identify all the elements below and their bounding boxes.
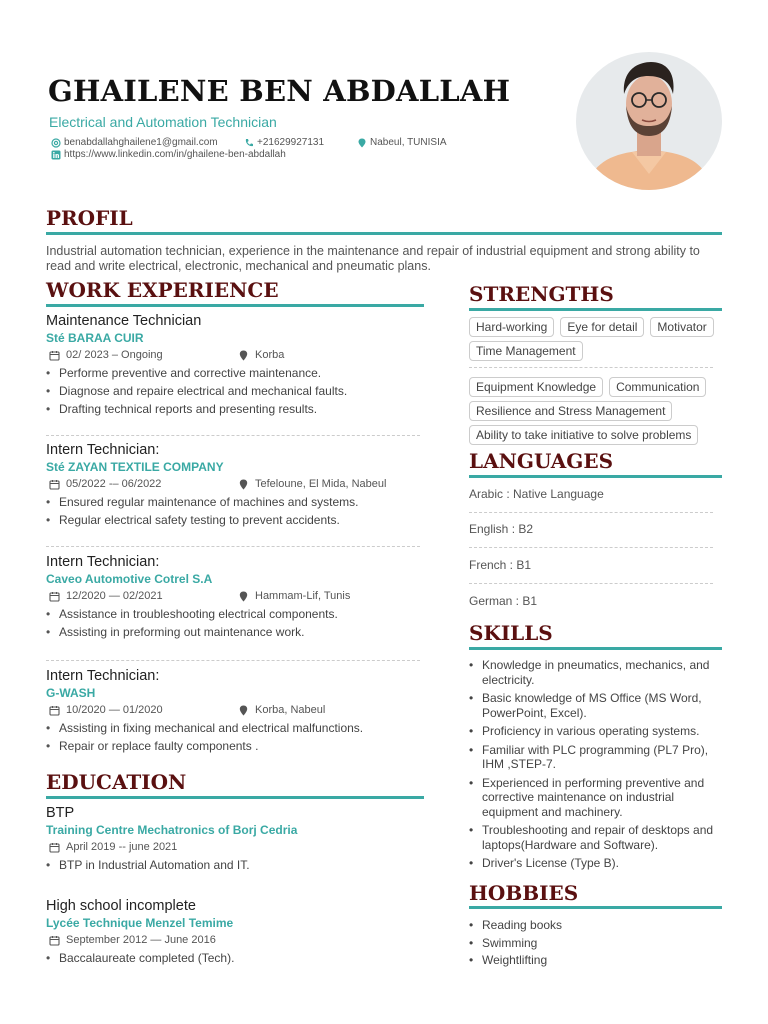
map-pin-icon <box>238 705 249 716</box>
location-text: Nabeul, TUNISIA <box>370 137 447 148</box>
calendar-icon <box>49 935 60 946</box>
job-location <box>238 349 284 361</box>
email-text: benabdallahghailene1@gmail.com <box>64 137 218 148</box>
strengths-rule <box>469 308 722 311</box>
hobbies-rule <box>469 906 722 909</box>
job-meta <box>46 346 426 364</box>
job-location-text: Hammam-Lif, Tunis <box>255 590 351 602</box>
list-item: • Knowledge in pneumatics, mechanics, and electricity. <box>469 658 724 687</box>
calendar-icon <box>49 350 60 361</box>
company-name: Caveo Automotive Cotrel S.A <box>46 572 213 586</box>
strength-tag: Equipment Knowledge <box>469 377 603 397</box>
strength-tag: Ability to take initiative to solve problems <box>469 425 698 445</box>
education-meta <box>46 838 426 856</box>
job-title: Maintenance Technician <box>46 313 202 329</box>
list-item: • Drafting technical reports and presenting results. <box>46 400 426 418</box>
strength-tags-group <box>469 377 729 445</box>
work-heading: WORK EXPERIENCE <box>46 278 279 302</box>
strength-tags-group <box>469 317 729 361</box>
hobbies-heading: HOBBIES <box>469 881 579 905</box>
company-name: Sté ZAYAN TEXTILE COMPANY <box>46 460 224 474</box>
phone-icon <box>244 138 254 148</box>
map-pin-icon <box>357 138 367 148</box>
phone-text: +21629927131 <box>257 137 325 148</box>
company-name: G-WASH <box>46 686 96 700</box>
job-date <box>46 349 238 361</box>
education-bullets <box>46 856 426 874</box>
education-date-text: April 2019 -- june 2021 <box>66 841 178 853</box>
list-item: • Repair or replace faulty components . <box>46 737 426 755</box>
job-entry <box>46 313 426 418</box>
list-item: • Assisting in fixing mechanical and electrical malfunctions. <box>46 719 426 737</box>
divider <box>469 367 713 368</box>
list-item: • Driver's License (Type B). <box>469 856 724 871</box>
education-entry <box>46 805 426 874</box>
job-entry <box>46 442 426 529</box>
strength-tag: Motivator <box>650 317 713 337</box>
job-title: Intern Technician: <box>46 668 160 684</box>
job-date-text: 05/2022 -– 06/2022 <box>66 478 162 490</box>
list-item: • Experienced in performing preventive and corrective maintenance on industrial equipment and machinery. <box>469 776 724 820</box>
job-location-text: Tefeloune, El Mida, Nabeul <box>255 478 387 490</box>
divider <box>46 660 420 661</box>
job-date-text: 02/ 2023 – Ongoing <box>66 349 163 361</box>
list-item: • Weightlifting <box>469 953 724 968</box>
education-date <box>46 934 238 946</box>
job-title: Intern Technician: <box>46 442 160 458</box>
list-item: • Proficiency in various operating systems. <box>469 724 724 739</box>
list-item: • Swimming <box>469 936 724 951</box>
languages-heading: LANGUAGES <box>469 449 614 473</box>
list-item: • Regular electrical safety testing to prevent accidents. <box>46 511 426 529</box>
list-item: • Troubleshooting and repair of desktops and laptops(Hardware and Software). <box>469 823 724 852</box>
strength-tag: Time Management <box>469 341 583 361</box>
list-item: • Baccalaureate completed (Tech). <box>46 949 426 967</box>
map-pin-icon <box>238 350 249 361</box>
work-rule <box>46 304 424 307</box>
list-item: • Familiar with PLC programming (PL7 Pro), IHM ,STEP-7. <box>469 743 724 772</box>
job-date-text: 10/2020 — 01/2020 <box>66 704 163 716</box>
degree-title: High school incomplete <box>46 898 196 914</box>
location-contact <box>357 137 447 148</box>
languages-rule <box>469 475 722 478</box>
education-date <box>46 841 238 853</box>
linkedin-icon <box>51 150 61 160</box>
list-item: • Diagnose and repaire electrical and mechanical faults. <box>46 382 426 400</box>
job-location <box>238 590 350 602</box>
job-location <box>238 704 325 716</box>
education-heading: EDUCATION <box>46 770 187 794</box>
job-bullets <box>46 493 426 529</box>
divider <box>469 583 713 584</box>
profile-rule <box>46 232 722 235</box>
job-date <box>46 590 238 602</box>
divider <box>46 546 420 547</box>
candidate-name: GHAILENE BEN ABDALLAH <box>48 74 511 108</box>
education-entry <box>46 898 426 967</box>
job-date-text: 12/2020 — 02/2021 <box>66 590 163 602</box>
job-bullets <box>46 605 426 641</box>
skills-rule <box>469 647 722 650</box>
language-item: French : B1 <box>469 558 532 572</box>
degree-title: BTP <box>46 805 75 821</box>
job-date <box>46 478 238 490</box>
list-item: • BTP in Industrial Automation and IT. <box>46 856 426 874</box>
job-meta <box>46 587 426 605</box>
job-title: Intern Technician: <box>46 554 160 570</box>
language-item: Arabic : Native Language <box>469 487 604 501</box>
skills-list <box>469 658 724 875</box>
job-bullets <box>46 364 426 418</box>
language-item: English : B2 <box>469 522 534 536</box>
calendar-icon <box>49 591 60 602</box>
phone-contact[interactable] <box>244 137 324 148</box>
language-item: German : B1 <box>469 594 538 608</box>
job-meta <box>46 475 426 493</box>
calendar-icon <box>49 705 60 716</box>
divider <box>469 512 713 513</box>
map-pin-icon <box>238 479 249 490</box>
profile-photo <box>576 52 722 190</box>
list-item: • Ensured regular maintenance of machines and systems. <box>46 493 426 511</box>
strengths-heading: STRENGTHS <box>469 282 614 306</box>
education-date-text: September 2012 — June 2016 <box>66 934 216 946</box>
list-item: • Assisting in preforming out maintenance work. <box>46 623 426 641</box>
email-contact[interactable] <box>51 137 218 148</box>
strength-tag: Eye for detail <box>560 317 644 337</box>
job-meta <box>46 701 426 719</box>
school-name: Training Centre Mechatronics of Borj Cedria <box>46 823 298 837</box>
calendar-icon <box>49 842 60 853</box>
education-rule <box>46 796 424 799</box>
strength-tag: Resilience and Stress Management <box>469 401 672 421</box>
map-pin-icon <box>238 591 249 602</box>
education-bullets <box>46 949 426 967</box>
linkedin-text: https://www.linkedin.com/in/ghailene-ben-abdallah <box>64 149 286 160</box>
at-icon <box>51 138 61 148</box>
divider <box>469 547 713 548</box>
profile-heading: PROFIL <box>46 206 133 230</box>
list-item: • Basic knowledge of MS Office (MS Word, PowerPoint, Excel). <box>469 691 724 720</box>
hobbies-list <box>469 918 724 972</box>
list-item: • Reading books <box>469 918 724 933</box>
list-item: • Performe preventive and corrective maintenance. <box>46 364 426 382</box>
strength-tag: Communication <box>609 377 706 397</box>
education-meta <box>46 931 426 949</box>
linkedin-contact[interactable] <box>51 149 286 160</box>
company-name: Sté BARAA CUIR <box>46 331 144 345</box>
list-item: • Assistance in troubleshooting electrical components. <box>46 605 426 623</box>
job-location-text: Korba, Nabeul <box>255 704 326 716</box>
divider <box>46 435 420 436</box>
job-bullets <box>46 719 426 755</box>
job-entry <box>46 668 426 755</box>
profile-summary: Industrial automation technician, experience in the maintenance and repair of industrial equipment and strong ability to read and write electrical, electronic, mechanical and pneumatic plans. <box>46 244 700 273</box>
calendar-icon <box>49 479 60 490</box>
job-entry <box>46 554 426 641</box>
job-location-text: Korba <box>255 349 285 361</box>
skills-heading: SKILLS <box>469 621 553 645</box>
candidate-title: Electrical and Automation Technician <box>49 114 277 130</box>
job-date <box>46 704 238 716</box>
school-name: Lycée Technique Menzel Temime <box>46 916 234 930</box>
job-location <box>238 478 386 490</box>
strength-tag: Hard-working <box>469 317 554 337</box>
